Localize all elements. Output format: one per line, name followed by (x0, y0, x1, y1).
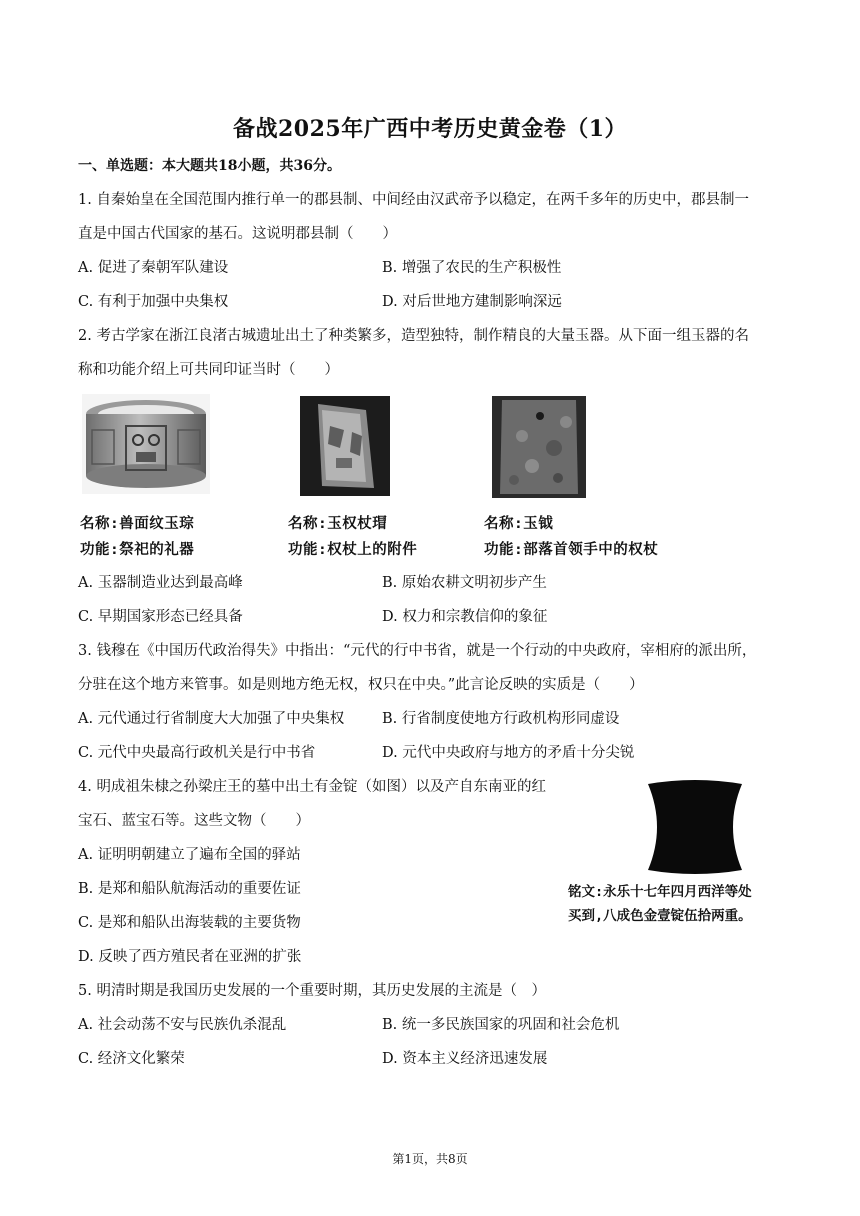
gold-ingot-image (640, 780, 750, 874)
jade-scepter-cap-image (300, 396, 390, 496)
q1-option-b[interactable]: B. 增强了农民的生产积极性 (382, 260, 562, 276)
q1-option-a[interactable]: A. 促进了秦朝军队建设 (78, 260, 229, 276)
section-heading: 一、单选题：本大题共18小题，共36分。 (78, 158, 341, 174)
q5-option-a[interactable]: A. 社会动荡不安与民族仇杀混乱 (78, 1017, 287, 1033)
q3-stem-line1: 3. 钱穆在《中国历代政治得失》中指出：“元代的行中书省，就是一个行动的中央政府，宰相府的派出所， (78, 643, 757, 659)
q2-option-c[interactable]: C. 早期国家形态已经具备 (78, 609, 243, 625)
q2-item1-name: 名称:兽面纹玉琮 (80, 516, 195, 532)
q2-item2-function: 功能:权杖上的附件 (288, 542, 418, 558)
q2-item2-name: 名称:玉权杖瑁 (288, 516, 388, 532)
q4-option-c[interactable]: C. 是郑和船队出海装载的主要货物 (78, 915, 301, 931)
q2-item3-function: 功能:部落首领手中的权杖 (484, 542, 659, 558)
q4-option-b[interactable]: B. 是郑和船队航海活动的重要佐证 (78, 881, 301, 897)
q4-stem-line1: 4. 明成祖朱棣之孙梁庄王的墓中出土有金锭（如图）以及产自东南亚的红 (78, 779, 546, 795)
q4-option-a[interactable]: A. 证明明朝建立了遍布全国的驿站 (78, 847, 301, 863)
q2-item1-function: 功能:祭祀的礼器 (80, 542, 195, 558)
q1-stem-line1: 1. 自秦始皇在全国范围内推行单一的郡县制、中间经由汉武帝予以稳定，在两千多年的历史中，郡县制一 (78, 192, 749, 208)
q3-stem-line2: 分驻在这个地方来管事。如是则地方绝无权，权只在中央。”此言论反映的实质是（ ） (78, 677, 644, 693)
jade-cong-image (82, 394, 210, 494)
q4-stem-line2: 宝石、蓝宝石等。这些文物（ ） (78, 813, 310, 829)
q3-option-a[interactable]: A. 元代通过行省制度大大加强了中央集权 (78, 711, 345, 727)
q5-option-c[interactable]: C. 经济文化繁荣 (78, 1051, 185, 1067)
q2-option-a[interactable]: A. 玉器制造业达到最高峰 (78, 575, 243, 591)
ingot-inscription-line2: 买到,八成色金壹锭伍拾两重。 (568, 908, 752, 924)
q2-stem-line2: 称和功能介绍上可共同印证当时（ ） (78, 362, 339, 378)
jade-yue-image (492, 396, 586, 498)
q5-option-b[interactable]: B. 统一多民族国家的巩固和社会危机 (382, 1017, 620, 1033)
q4-option-d[interactable]: D. 反映了西方殖民者在亚洲的扩张 (78, 949, 302, 965)
ingot-inscription-line1: 铭文:永乐十七年四月西洋等处 (568, 884, 752, 900)
q3-option-c[interactable]: C. 元代中央最高行政机关是行中书省 (78, 745, 316, 761)
q1-option-c[interactable]: C. 有利于加强中央集权 (78, 294, 229, 310)
page-footer: 第1页，共8页 (392, 1152, 468, 1166)
q5-stem-line1: 5. 明清时期是我国历史发展的一个重要时期，其历史发展的主流是（ ） (78, 983, 546, 999)
q2-item3-name: 名称:玉钺 (484, 516, 554, 532)
q1-option-d[interactable]: D. 对后世地方建制影响深远 (382, 294, 562, 310)
q2-stem-line1: 2. 考古学家在浙江良渚古城遗址出土了种类繁多，造型独特，制作精良的大量玉器。从下面一组玉器的名 (78, 328, 749, 344)
q1-stem-line2: 直是中国古代国家的基石。这说明郡县制（ ） (78, 226, 397, 242)
q2-option-b[interactable]: B. 原始农耕文明初步产生 (382, 575, 547, 591)
q3-option-b[interactable]: B. 行省制度使地方行政机构形同虚设 (382, 711, 620, 727)
page-title: 备战2025年广西中考历史黄金卷（1） (232, 116, 628, 142)
q3-option-d[interactable]: D. 元代中央政府与地方的矛盾十分尖锐 (382, 745, 635, 761)
q2-option-d[interactable]: D. 权力和宗教信仰的象征 (382, 609, 548, 625)
q5-option-d[interactable]: D. 资本主义经济迅速发展 (382, 1051, 548, 1067)
